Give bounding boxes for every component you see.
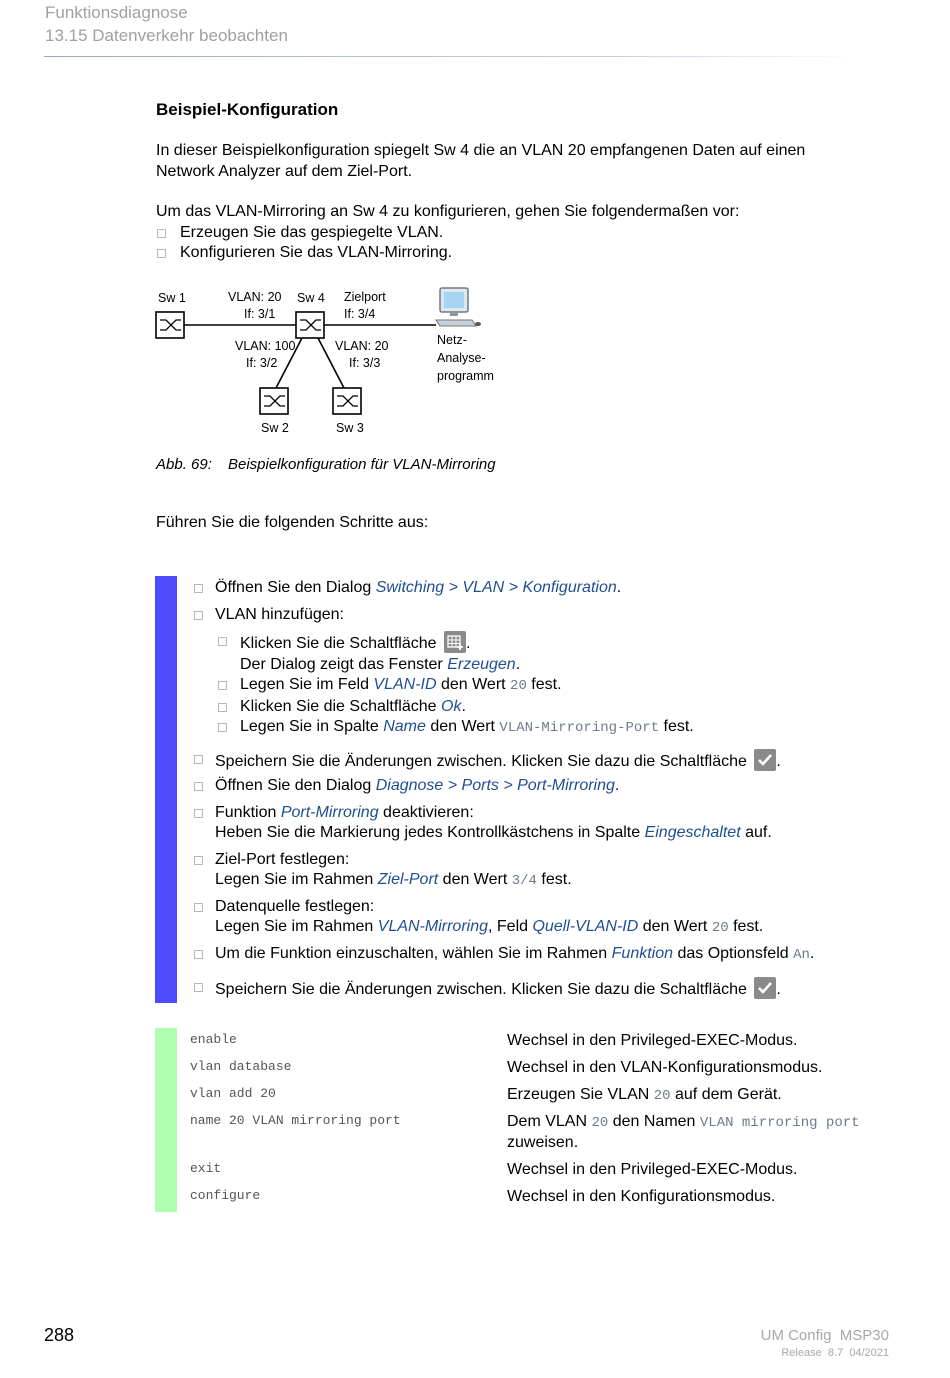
cli-command: enable: [190, 1032, 237, 1047]
cli-description: Dem VLAN 20 den Namen VLAN mirroring port zuweisen.: [507, 1113, 860, 1151]
bullet-box-icon: [218, 637, 227, 646]
step-item: Um die Funktion einzuschalten, wählen Sie im Rahmen Funktion das Optionsfeld An.: [192, 944, 892, 977]
label-link3-if: If: 3/2: [246, 356, 278, 370]
cli-command: name 20 VLAN mirroring port: [190, 1113, 401, 1128]
cli-instructions-bar: [155, 1028, 177, 1212]
step-item: Speichern Sie die Änderungen zwischen. Klicken Sie dazu die Schaltfläche .: [192, 977, 892, 1000]
label-link4-vlan: VLAN: 20: [335, 339, 389, 353]
cli-command: vlan database: [190, 1059, 292, 1074]
bullet-box-icon: [218, 703, 227, 712]
step-item: Ziel-Port festlegen:: [192, 850, 892, 870]
cli-command: configure: [190, 1188, 261, 1203]
substep-item: Klicken Sie die Schaltfläche Ok.: [192, 697, 892, 718]
computer-icon: [436, 288, 481, 326]
switch-sw4-icon: [296, 312, 324, 338]
label-link1-if: If: 3/1: [244, 307, 276, 321]
footer-release: Release 8.7 04/2021: [781, 1347, 889, 1359]
footer-doc-title: UM Config MSP30: [760, 1327, 889, 1344]
switch-sw2-icon: [260, 388, 288, 414]
label-sw2: Sw 2: [261, 421, 289, 435]
label-sw4: Sw 4: [297, 291, 325, 305]
lead-paragraph: Um das VLAN-Mirroring an Sw 4 zu konfigurieren, gehen Sie folgendermaßen vor: Erzeugen Sie das gespiegelte VLAN. Konfigurieren Sie das VLAN-Mirroring.: [156, 202, 876, 264]
steps-intro: Führen Sie die folgenden Schritte aus:: [156, 514, 429, 531]
bullet-box-icon: [194, 809, 203, 818]
label-link4-if: If: 3/3: [349, 356, 381, 370]
gui-steps: [192, 578, 892, 1000]
step-continuation: Heben Sie die Markierung jedes Kontrollkästchens in Spalte Eingeschaltet auf.: [215, 824, 772, 841]
cli-command: exit: [190, 1161, 222, 1176]
cli-command: vlan add 20: [190, 1086, 276, 1101]
substep-item: Legen Sie in Spalte Name den Wert VLAN-Mirroring-Port fest.: [192, 717, 892, 749]
network-diagram: [150, 282, 510, 442]
bullet-box-icon: [194, 611, 203, 620]
checkmark-save-icon: [754, 977, 776, 999]
step-item: Öffnen Sie den Dialog Diagnose > Ports > Port-Mirroring.: [192, 776, 892, 803]
bullet-box-icon: [194, 584, 203, 593]
label-zielport-if: If: 3/4: [344, 307, 376, 321]
switch-sw3-icon: [333, 388, 361, 414]
step-item: Speichern Sie die Änderungen zwischen. Klicken Sie dazu die Schaltfläche .: [192, 749, 892, 776]
bullet-box-icon: [218, 681, 227, 690]
cli-description: Erzeugen Sie VLAN 20 auf dem Gerät.: [507, 1086, 782, 1104]
label-sw3: Sw 3: [336, 421, 364, 435]
cli-description: Wechsel in den Konfigurationsmodus.: [507, 1188, 776, 1205]
substep-item: Klicken Sie die Schaltfläche .: [192, 631, 892, 655]
step-continuation: Legen Sie im Rahmen Ziel-Port den Wert 3/4 fest.: [215, 871, 572, 889]
bullet-box-icon: [157, 229, 166, 238]
gui-instructions-bar: [155, 576, 177, 1003]
bullet-box-icon: [194, 903, 203, 912]
switch-sw1-icon: [156, 312, 184, 338]
overview-item: Konfigurieren Sie das VLAN-Mirroring.: [156, 243, 876, 264]
substep-item: Legen Sie im Feld VLAN-ID den Wert 20 fest.: [192, 675, 892, 697]
bullet-box-icon: [218, 723, 227, 732]
overview-item: Erzeugen Sie das gespiegelte VLAN.: [156, 223, 876, 244]
step-continuation: Legen Sie im Rahmen VLAN-Mirroring, Feld Quell-VLAN-ID den Wert 20 fest.: [215, 918, 764, 936]
label-link1-vlan: VLAN: 20: [228, 290, 282, 304]
cli-description: Wechsel in den VLAN-Konfigurationsmodus.: [507, 1059, 823, 1076]
step-item: VLAN hinzufügen:: [192, 605, 892, 629]
substep-continuation: Der Dialog zeigt das Fenster Erzeugen.: [240, 655, 521, 673]
cli-description: Wechsel in den Privileged-EXEC-Modus.: [507, 1161, 798, 1178]
checkmark-save-icon: [754, 749, 776, 771]
bullet-box-icon: [194, 983, 203, 992]
section-title: Beispiel-Konfiguration: [156, 100, 339, 119]
label-link3-vlan: VLAN: 100: [235, 339, 296, 353]
figure-caption: Abb. 69: Beispielkonfiguration für VLAN-Mirroring: [156, 456, 496, 473]
running-header-section: 13.15 Datenverkehr beobachten: [45, 26, 288, 45]
bullet-box-icon: [157, 249, 166, 258]
running-header-chapter: Funktionsdiagnose: [45, 3, 188, 22]
intro-paragraph: In dieser Beispielkonfiguration spiegelt Sw 4 die an VLAN 20 empfangenen Daten auf einen Network Analyzer auf dem Ziel-Port.: [156, 142, 806, 180]
label-zielport: Zielport: [344, 290, 386, 304]
step-item: Öffnen Sie den Dialog Switching > VLAN > Konfiguration.: [192, 578, 892, 605]
cli-description: Wechsel in den Privileged-EXEC-Modus.: [507, 1032, 798, 1049]
step-item: Datenquelle festlegen:: [192, 897, 892, 917]
page-number: 288: [44, 1325, 75, 1345]
bullet-box-icon: [194, 755, 203, 764]
bullet-box-icon: [194, 782, 203, 791]
add-table-button-icon: [444, 631, 466, 653]
bullet-box-icon: [194, 856, 203, 865]
header-rule: [44, 56, 864, 57]
label-pc-2: Analyse-: [437, 351, 486, 365]
label-sw1: Sw 1: [158, 291, 186, 305]
bullet-box-icon: [194, 950, 203, 959]
label-pc-3: programm: [437, 369, 494, 383]
step-item: Funktion Port-Mirroring deaktivieren:: [192, 803, 892, 823]
label-pc-1: Netz-: [437, 333, 467, 347]
